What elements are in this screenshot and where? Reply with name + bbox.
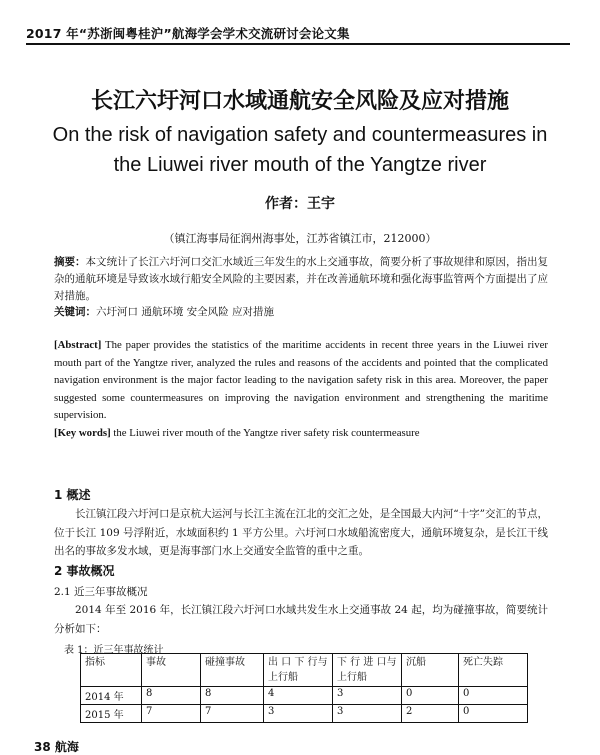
abstract-english xyxy=(54,337,548,425)
table-cell: 2015 年 xyxy=(81,705,142,723)
table-cell: 3 xyxy=(264,705,333,723)
title-chinese: 长江六圩河口水域通航安全风险及应对措施 xyxy=(90,89,509,114)
page-footer: 38 航海 xyxy=(34,740,79,754)
running-header: 2017 年“苏浙闽粤桂沪”航海学会学术交流研讨会论文集 xyxy=(26,26,350,41)
table-caption: 表 1：近三年事故统计 xyxy=(64,645,164,656)
section-2-paragraph: 2014 年至 2016 年，长江镇江段六圩河口水域共发生水上交通事故 24 起，均为碰撞事故，简要统计分析如下： xyxy=(54,604,548,635)
table-cell: 4 xyxy=(264,687,333,705)
author-label: 作者： xyxy=(265,196,307,212)
abstract-en-text: The paper provides the statistics of the maritime accidents in recent three years in the Liuwei river mouth part of the Yangtze river, analyzed the rules and reasons of the accidents and pointed that the complicated navigation environment is the major factor leading to the navigation safety risk in this area. Moreover, the paper suggested some countermeasures on improving the navigation environment and strengthening the maritime supervision. xyxy=(54,339,548,421)
table-cell: 2 xyxy=(402,705,459,723)
title-english: On the risk of navigation safety and countermeasures in the Liuwei river mouth of the Yangtze river xyxy=(52,124,548,176)
keywords-en-text: the Liuwei river mouth of the Yangtze river safety risk countermeasure xyxy=(110,427,420,439)
table-cell: 8 xyxy=(201,687,264,705)
table-cell: 0 xyxy=(459,687,528,705)
abstract-zh-text: 本文统计了长江六圩河口交汇水域近三年发生的水上交通事故，简要分析了事故规律和原因，指出复杂的通航环境是导致该水域行船安全风险的主要因素，并在改善通航环境和强化海事监管两个方面提出了应对措施。 xyxy=(54,256,549,302)
table-header-cell: 碰撞事故 xyxy=(201,654,264,687)
abstract-zh-label: 摘要： xyxy=(54,256,86,268)
keywords-zh-label: 关键词： xyxy=(54,306,96,318)
table-header-cell: 下 行 进 口与上行船 xyxy=(333,654,402,687)
section-1-heading: 1 概述 xyxy=(54,488,91,502)
keywords-en-label: [Key words] xyxy=(54,427,111,439)
header-rule xyxy=(26,43,570,45)
keywords-chinese xyxy=(54,304,548,321)
abstract-en-label: [Abstract] xyxy=(54,339,102,351)
affiliation: （镇江海事局征润州海事处，江苏省镇江市，212000） xyxy=(163,232,437,245)
section-2-1-heading: 2.1 近三年事故概况 xyxy=(54,586,148,598)
table-cell: 0 xyxy=(459,705,528,723)
accident-statistics-table xyxy=(80,653,528,723)
table-header-cell: 指标 xyxy=(81,654,142,687)
table-row xyxy=(81,705,528,723)
table-header-row xyxy=(81,654,528,687)
table-header-cell: 出 口 下 行与上行船 xyxy=(264,654,333,687)
keywords-english xyxy=(54,425,548,442)
table-cell: 7 xyxy=(142,705,201,723)
section-2-heading: 2 事故概况 xyxy=(54,564,115,578)
table-row xyxy=(81,687,528,705)
table-cell: 3 xyxy=(333,705,402,723)
abstract-chinese xyxy=(54,254,548,305)
table-cell: 0 xyxy=(402,687,459,705)
table-cell: 7 xyxy=(201,705,264,723)
table-cell: 8 xyxy=(142,687,201,705)
table-cell: 3 xyxy=(333,687,402,705)
section-1-paragraph: 长江镇江段六圩河口是京杭大运河与长江主流在江北的交汇之处，是全国最大内河“十字”交汇的节点，位于长江 109 号浮附近，水域面积约 1 平方公里。六圩河口水域船流密度大，通航环境复杂，是长江干线出名的事故多发水域，更是海事部门水上交通安全监管的重中之重。 xyxy=(54,508,548,557)
table-cell: 2014 年 xyxy=(81,687,142,705)
keywords-zh-text: 六圩河口 通航环境 安全风险 应对措施 xyxy=(96,306,275,318)
table-header-cell: 沉船 xyxy=(402,654,459,687)
author-name: 王宇 xyxy=(307,196,335,212)
author-line xyxy=(0,193,600,213)
table-header-cell: 死亡失踪 xyxy=(459,654,528,687)
table-header-cell: 事故 xyxy=(142,654,201,687)
